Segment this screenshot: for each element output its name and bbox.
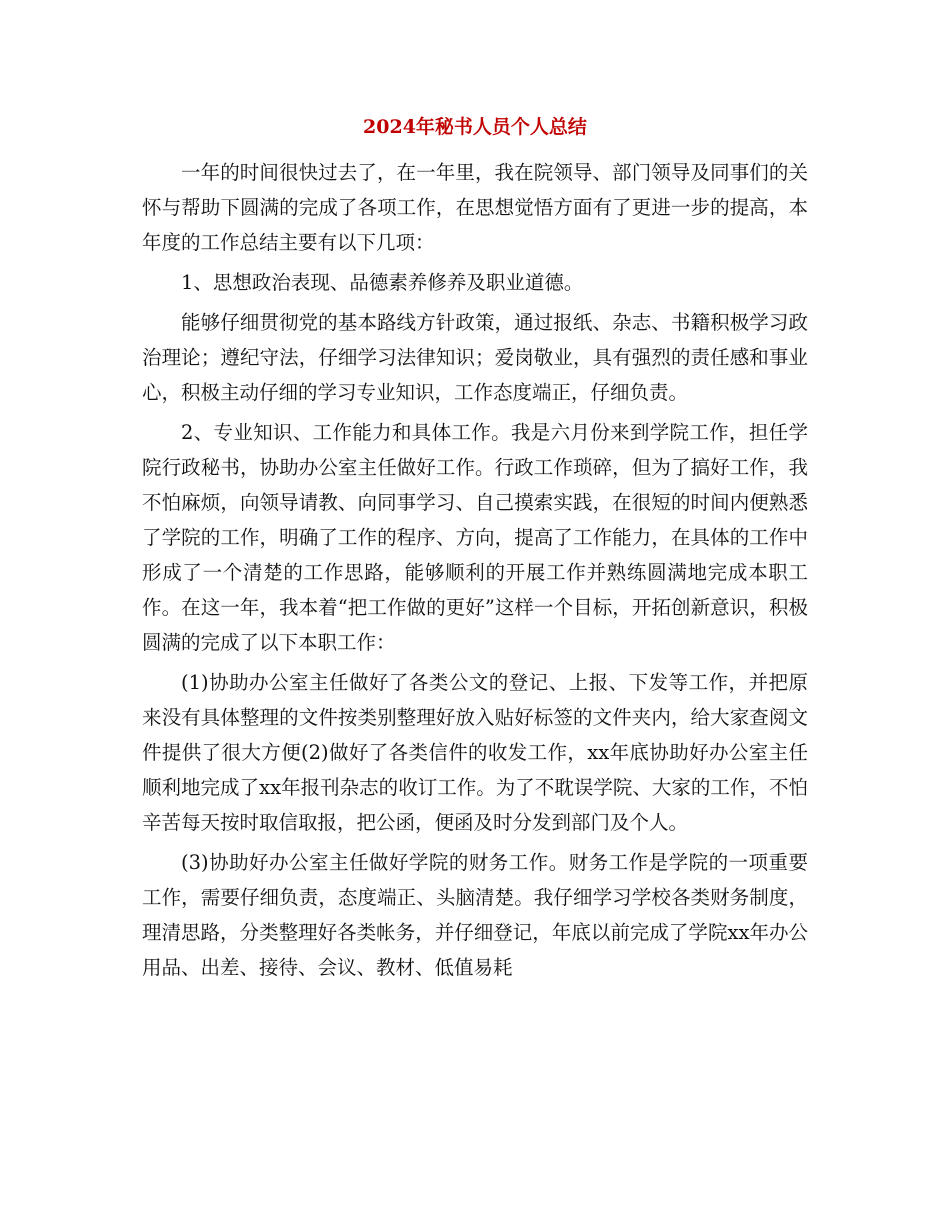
paragraph-section-2: 2、专业知识、工作能力和具体工作。我是六月份来到学院工作，担任学院行政秘书，协助办公室主任做好工作。行政工作琐碎，但为了搞好工作，我不怕麻烦，向领导请教、向同事学习、自己摸索实践，在很短的时间内便熟悉了学院的工作，明确了工作的程序、方向，提高了工作能力，在具体的工作中形成了一个清楚的工作思路，能够顺利的开展工作并熟练圆满地完成本职工作。在这一年，我本着“把工作做的更好”这样一个目标，开拓创新意识，积极圆满的完成了以下本职工作： xyxy=(142,421,808,654)
paragraph-item-1-2: (1)协助办公室主任做好了各类公文的登记、上报、下发等工作，并把原来没有具体整理的文件按类别整理好放入贴好标签的文件夹内，给大家查阅文件提供了很大方便(2)做好了各类信件的收发工作，xx年底协助好办公室主任顺利地完成了xx年报刊杂志的收订工作。为了不耽误学院、大家的工作，不怕辛苦每天按时取信取报，把公函，便函及时分发到部门及个人。 xyxy=(142,671,808,834)
document-title: 2024年秘书人员个人总结 xyxy=(363,116,587,138)
document-body xyxy=(142,155,808,990)
paragraph-section-1-body: 能够仔细贯彻党的基本路线方针政策，通过报纸、杂志、书籍积极学习政治理论；遵纪守法，仔细学习法律知识；爱岗敬业，具有强烈的责任感和事业心，积极主动仔细的学习专业知识，工作态度端正，仔细负责。 xyxy=(142,311,808,404)
paragraph-intro: 一年的时间很快过去了，在一年里，我在院领导、部门领导及同事们的关怀与帮助下圆满的完成了各项工作，在思想觉悟方面有了更进一步的提高，本年度的工作总结主要有以下几项： xyxy=(142,161,808,254)
paragraph-item-3: (3)协助好办公室主任做好学院的财务工作。财务工作是学院的一项重要工作，需要仔细负责，态度端正、头脑清楚。我仔细学习学校各类财务制度，理清思路，分类整理好各类帐务，并仔细登记，年底以前完成了学院xx年办公用品、出差、接待、会议、教材、低值易耗 xyxy=(142,851,808,979)
paragraph-section-1-heading: 1、思想政治表现、品德素养修养及职业道德。 xyxy=(181,271,584,294)
